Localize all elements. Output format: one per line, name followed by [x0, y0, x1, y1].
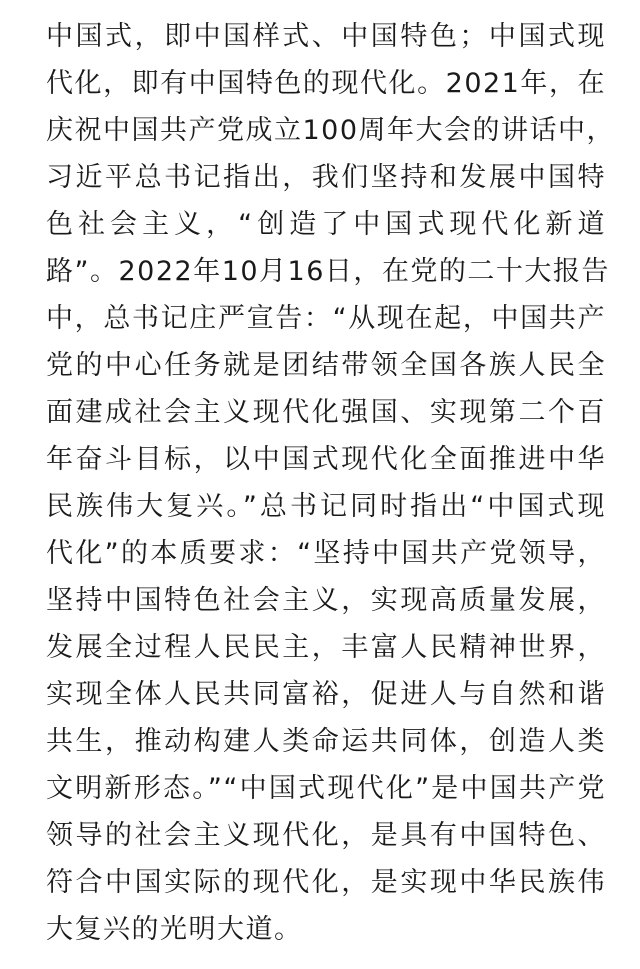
text-line: 发展全过程人民民主，丰富人民精神世界， [46, 632, 606, 663]
text-line: 年奋斗目标，以中国式现代化全面推进中华 [46, 444, 606, 475]
text-line: 实现全体人民共同富裕，促进人与自然和谐 [46, 679, 606, 710]
text-line: 共生，推动构建人类命运共同体，创造人类 [46, 726, 606, 757]
text-line: 文明新形态。”“中国式现代化”是中国共产党 [46, 773, 606, 804]
text-line: 中，总书记庄严宣告：“从现在起，中国共产 [46, 303, 606, 334]
text-line: 符合中国实际的现代化，是实现中华民族伟 [46, 867, 606, 898]
text-line: 党的中心任务就是团结带领全国各族人民全 [46, 350, 606, 381]
text-line: 大复兴的光明大道。 [46, 914, 303, 945]
text-line: 民族伟大复兴。”总书记同时指出“中国式现 [46, 491, 606, 522]
text-line: 色社会主义，“创造了中国式现代化新道 [46, 209, 606, 240]
text-line: 坚持中国特色社会主义，实现高质量发展， [46, 585, 606, 616]
text-line: 领导的社会主义现代化，是具有中国特色、 [46, 820, 606, 851]
text-line: 代化”的本质要求：“坚持中国共产党领导， [46, 538, 606, 569]
text-line: 路”。2022年10月16日，在党的二十大报告 [46, 256, 610, 287]
text-line: 面建成社会主义现代化强国、实现第二个百 [46, 397, 606, 428]
text-line: 庆祝中国共产党成立100周年大会的讲话中， [46, 115, 616, 146]
text-line: 习近平总书记指出，我们坚持和发展中国特 [46, 162, 606, 193]
text-line: 代化，即有中国特色的现代化。2021年，在 [46, 68, 606, 99]
text-line: 中国式，即中国样式、中国特色；中国式现 [46, 21, 606, 52]
